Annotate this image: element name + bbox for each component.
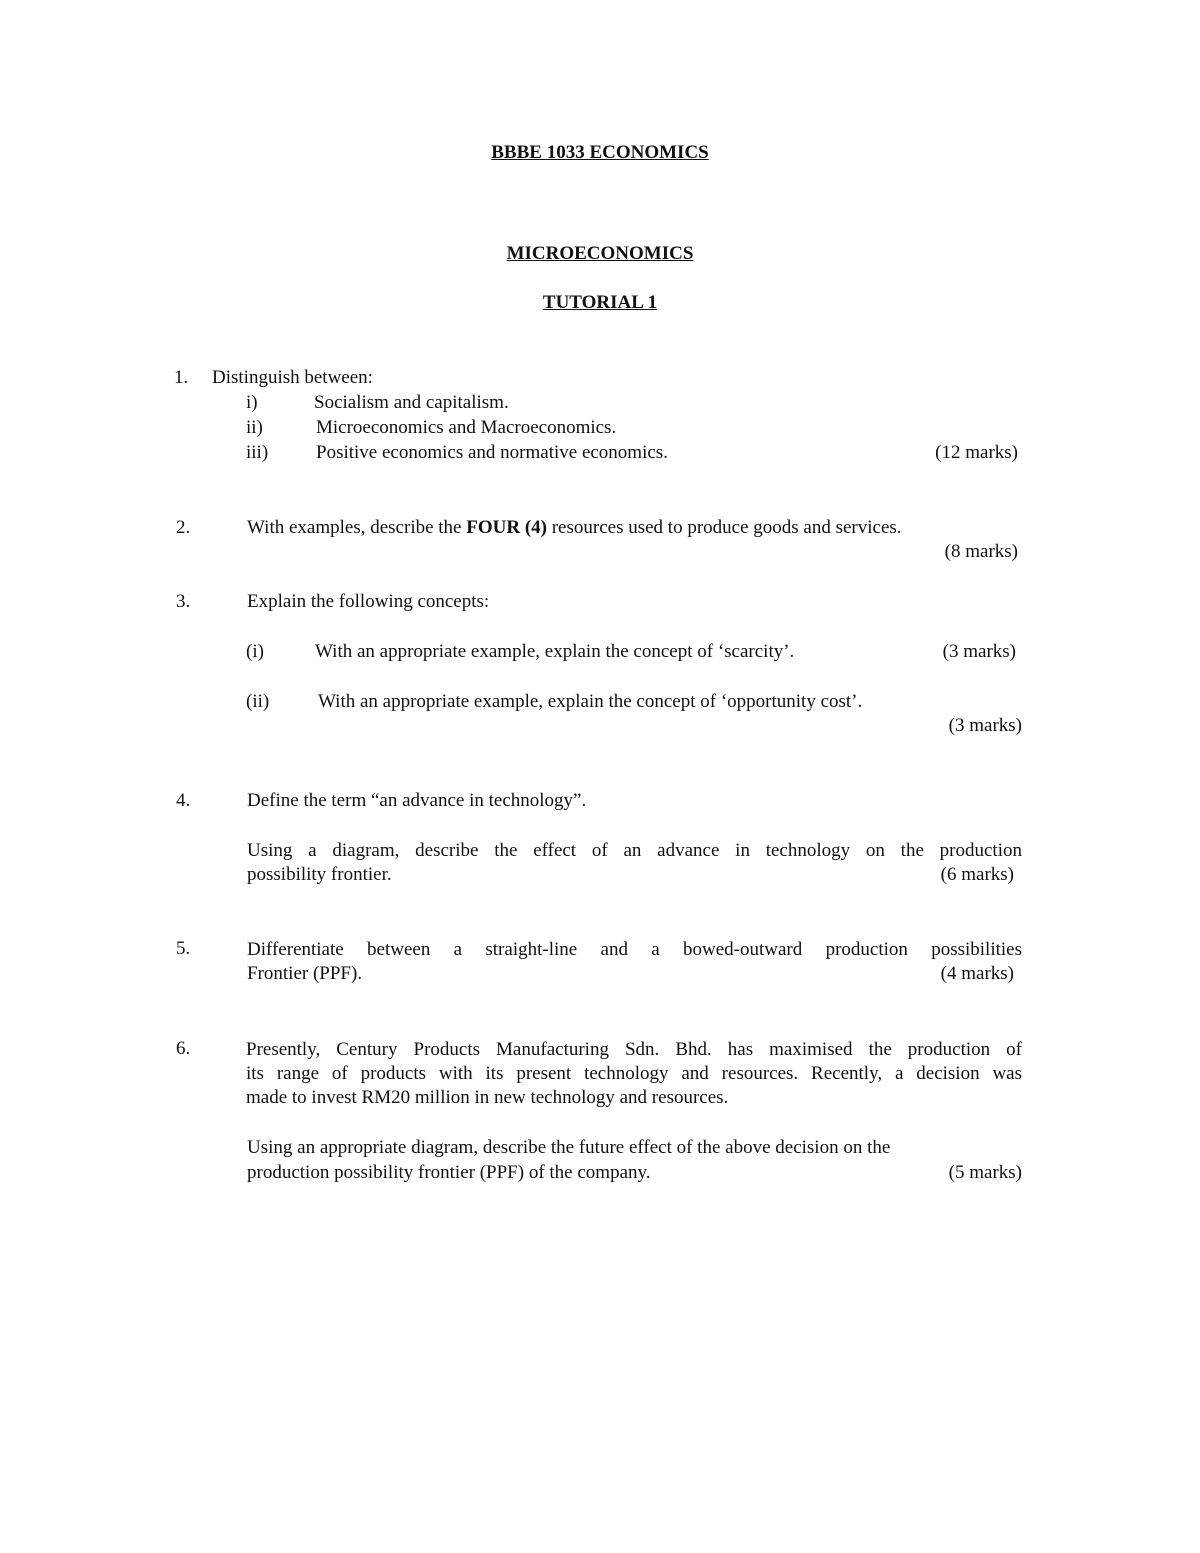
question-number: 5.: [176, 938, 191, 959]
question-number: 6.: [176, 1038, 191, 1059]
question-number: 3.: [176, 591, 191, 612]
question-number: 1.: [174, 367, 189, 388]
paragraph-line: Differentiate between a straight-line and a bowed-outward production possibilities: [247, 939, 1022, 960]
marks-label: (5 marks): [948, 1162, 1022, 1183]
text-part: resources used to produce goods and services.: [546, 517, 902, 538]
question-text: Distinguish between:: [212, 367, 373, 388]
subject-title: MICROECONOMICS: [506, 243, 694, 264]
item-label: iii): [246, 442, 269, 463]
paragraph-line: possibility frontier.: [247, 864, 392, 885]
marks-label: (4 marks): [940, 963, 1014, 984]
paragraph-line: Frontier (PPF).: [247, 963, 363, 984]
marks-label: (12 marks): [935, 442, 1018, 463]
paragraph-line: Using a diagram, describe the effect of an advance in technology on the production: [247, 840, 1022, 861]
item-text: Socialism and capitalism.: [314, 392, 509, 413]
item-text: Positive economics and normative economics.: [316, 442, 668, 463]
paragraph-line: its range of products with its present technology and resources. Recently, a decision was: [246, 1063, 1022, 1084]
item-label: (ii): [246, 691, 270, 712]
marks-label: (8 marks): [944, 541, 1018, 562]
question-text: [247, 516, 902, 540]
paragraph-line: made to invest RM20 million in new technology and resources.: [246, 1087, 729, 1108]
paragraph-line: Using an appropriate diagram, describe the future effect of the above decision on the: [247, 1137, 891, 1158]
item-text: With an appropriate example, explain the concept of ‘opportunity cost’.: [318, 691, 863, 712]
paragraph-line: production possibility frontier (PPF) of the company.: [247, 1162, 651, 1183]
item-label: i): [246, 392, 258, 413]
question-number: 4.: [176, 790, 191, 811]
marks-label: (3 marks): [948, 715, 1022, 736]
course-title: BBBE 1033 ECONOMICS: [491, 142, 709, 163]
tutorial-title: TUTORIAL 1: [542, 292, 658, 313]
marks-label: (3 marks): [942, 641, 1016, 662]
item-text: With an appropriate example, explain the concept of ‘scarcity’.: [315, 641, 795, 662]
question-text: Explain the following concepts:: [247, 591, 490, 612]
marks-label: (6 marks): [940, 864, 1014, 885]
question-number: 2.: [176, 517, 191, 538]
item-label: (i): [246, 641, 264, 662]
text-part: With examples, describe the: [247, 517, 467, 538]
paragraph-line: Presently, Century Products Manufacturing Sdn. Bhd. has maximised the production of: [246, 1039, 1022, 1060]
question-text: Define the term “an advance in technology”.: [247, 790, 587, 811]
item-label: ii): [246, 417, 263, 438]
item-text: Microeconomics and Macroeconomics.: [316, 417, 617, 438]
emphasis-text: FOUR (4): [466, 517, 547, 538]
